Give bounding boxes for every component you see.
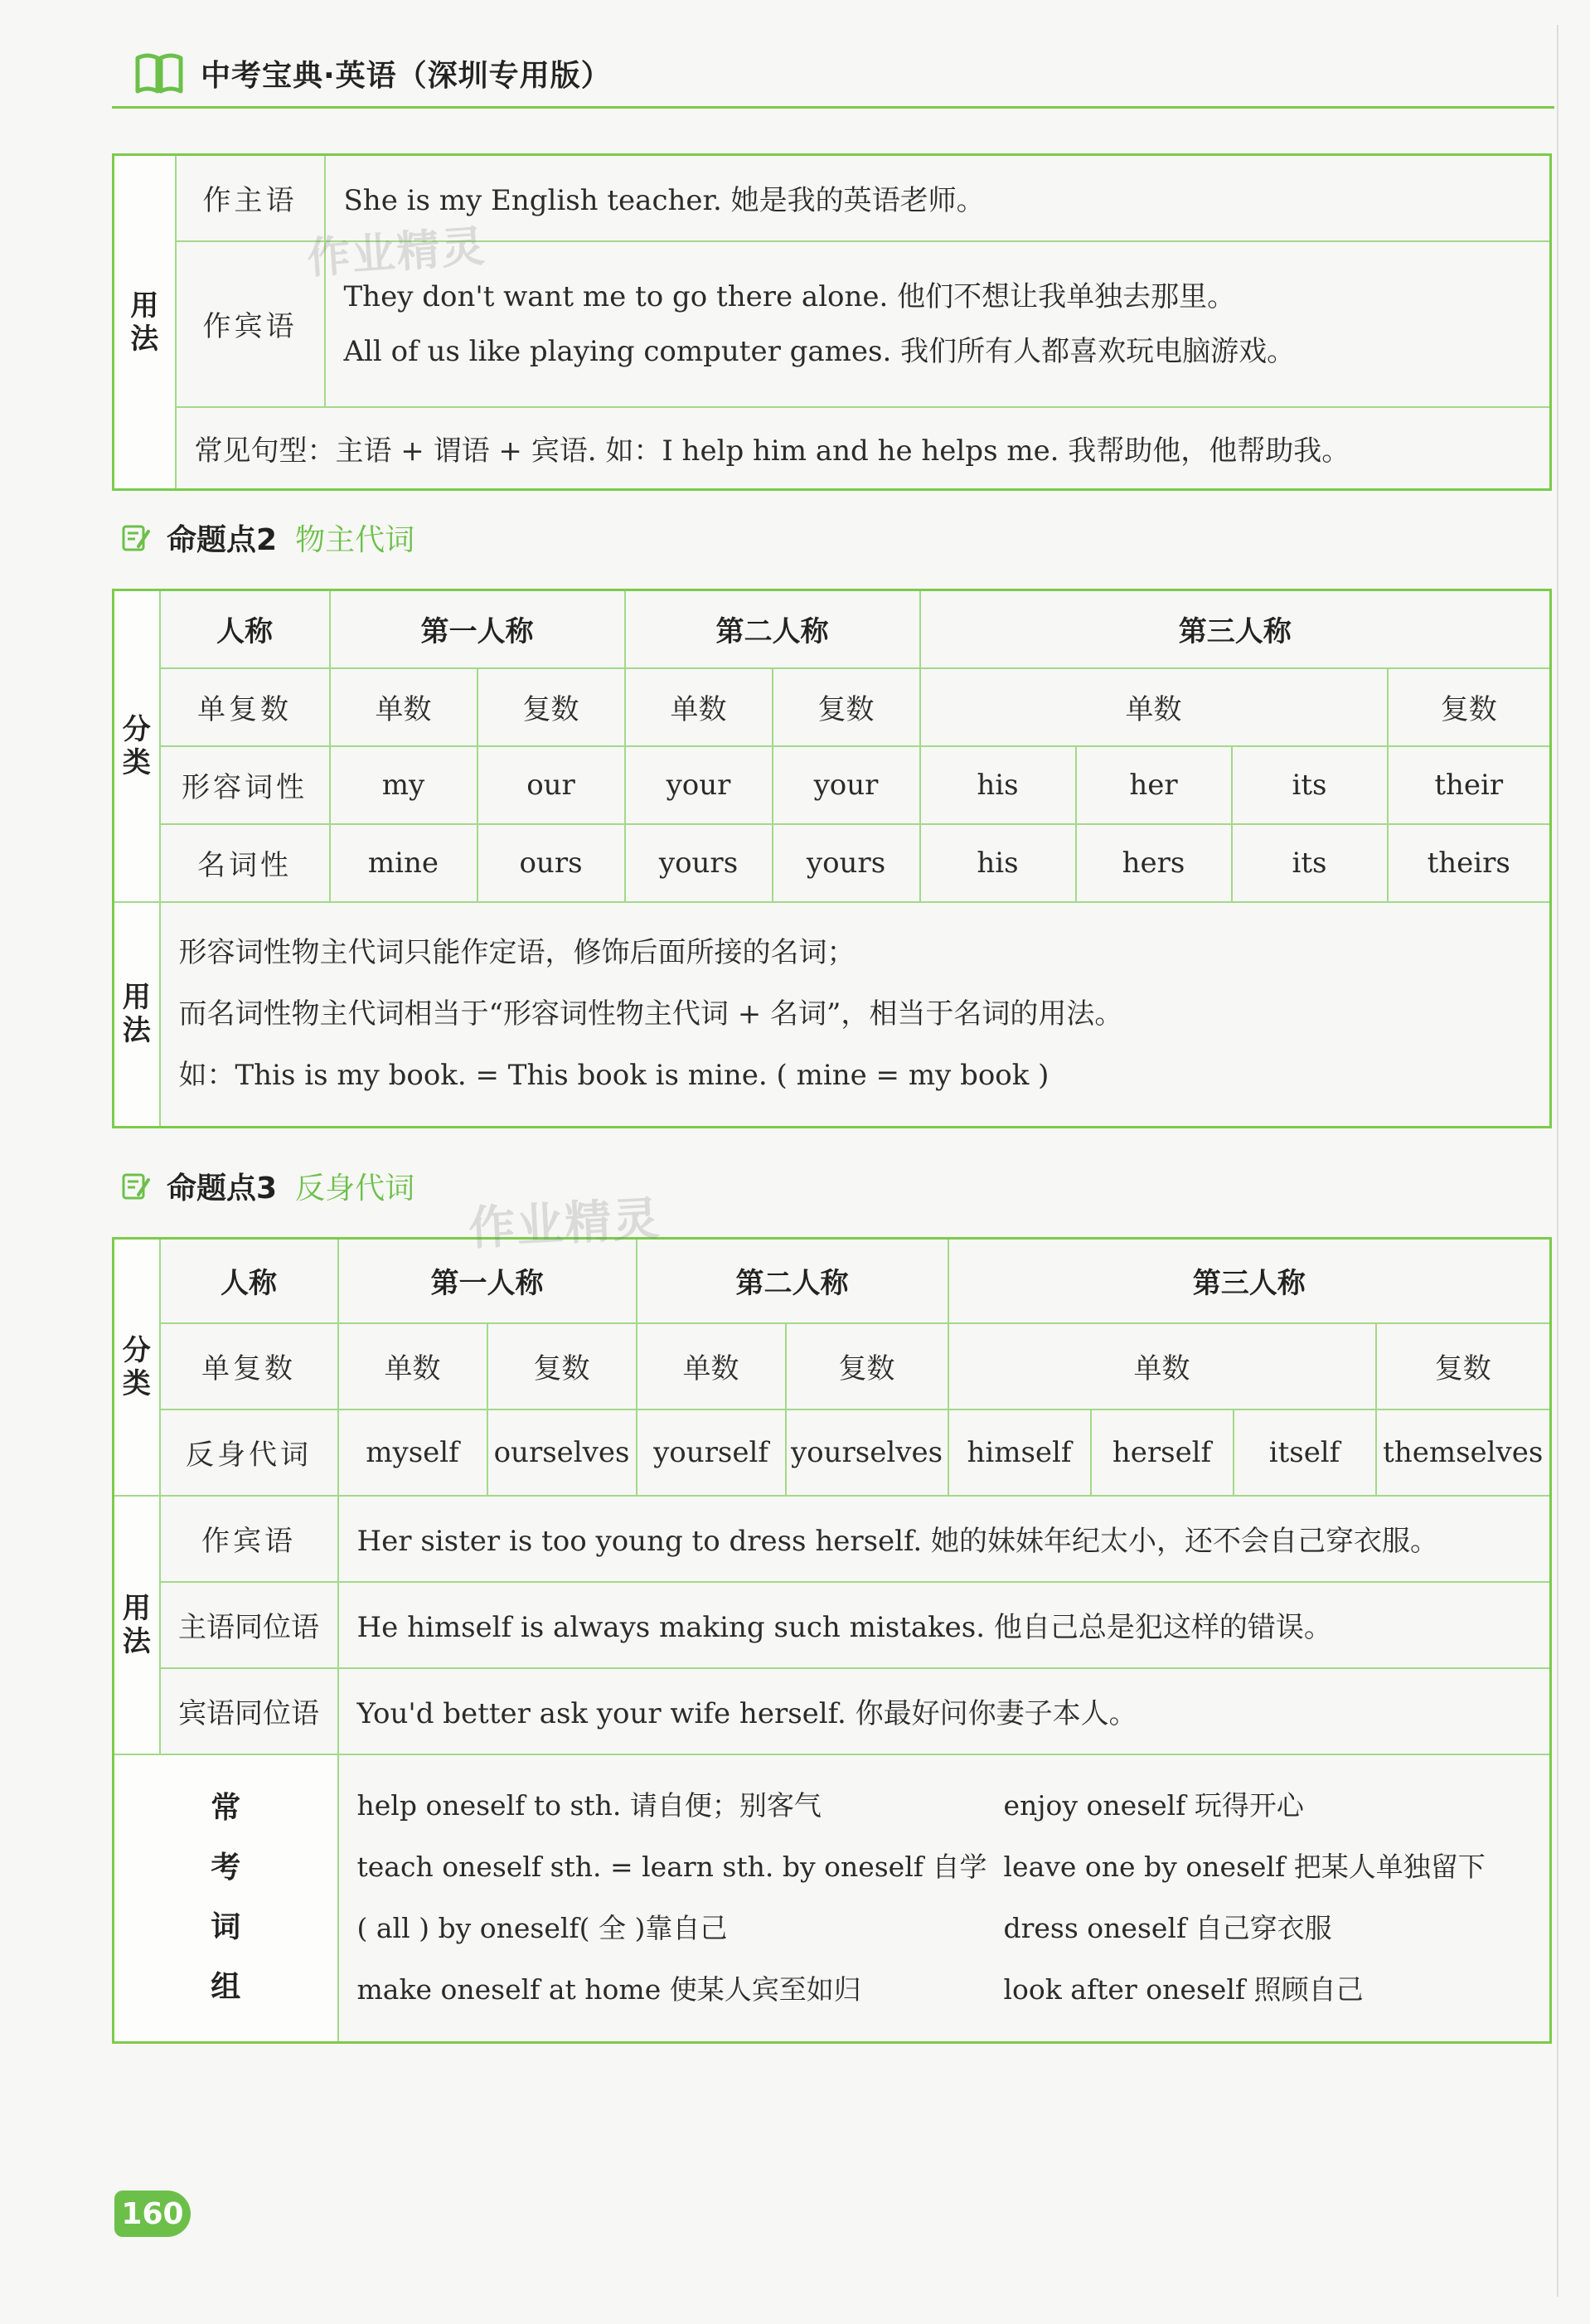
number-cell: 复数 [1388,668,1551,746]
pronoun-cell: yours [625,824,773,902]
phrase: help oneself to sth. 请自便；别客气 [356,1789,822,1822]
section-label: 命题点3 [167,1171,278,1206]
second-person-header: 第二人称 [625,590,920,668]
section-heading-2 [120,512,414,562]
reflexive-row-label: 反身代词 [160,1409,338,1496]
pronoun-cell: yours [773,824,920,902]
pronoun-cell: their [1388,746,1551,824]
pronoun-cell: ours [477,824,625,902]
common-phrases [338,1754,1551,2043]
pencil-note-icon [120,522,152,553]
phrases-left-column [357,1775,1004,2021]
usage-row-label: 宾语同位语 [160,1668,338,1754]
pronoun-cell: your [625,746,773,824]
classification-side-label: 分 类 [114,1239,160,1496]
pronoun-cell: herself [1091,1409,1234,1496]
third-person-header: 第三人称 [920,590,1551,668]
pronoun-cell: his [920,746,1076,824]
reflexive-pronoun-table [112,1237,1552,2044]
number-cell: 复数 [1376,1323,1551,1409]
number-cell: 复数 [786,1323,948,1409]
margin-rule [1557,25,1558,2297]
pronoun-cell: our [477,746,625,824]
object-examples: They don't want me to go there alone. 他们不想让我单独去那里。 All of us like playing computer games. 我们所有人都喜欢玩电脑游戏。 [325,241,1551,407]
usage-side-label: 用 法 [114,1496,160,1754]
open-book-icon [133,50,186,96]
phrase: make oneself at home 使某人宾至如归 [356,1973,861,2006]
pencil-note-icon [120,1170,152,1201]
third-person-header: 第三人称 [948,1239,1551,1323]
number-cell: 单数 [338,1323,487,1409]
first-person-header: 第一人称 [330,590,625,668]
pronoun-cell: itself [1234,1409,1376,1496]
noun-row-label: 名词性 [160,824,330,902]
page-header [133,43,612,103]
section-label: 命题点2 [167,522,278,557]
number-cell: 复数 [487,1323,637,1409]
usage-example: You'd better ask your wife herself. 你最好问你妻子本人。 [338,1668,1551,1754]
number-row-label: 单复数 [160,1323,338,1409]
pronoun-cell: ourselves [487,1409,637,1496]
watermark: 作业精灵 [305,221,488,284]
phrase: teach oneself sth. = learn sth. by oneself 自学 [356,1851,987,1884]
pronoun-cell: yourself [637,1409,786,1496]
second-person-header: 第二人称 [637,1239,948,1323]
number-row-label: 单复数 [160,668,330,746]
pronoun-cell: his [920,824,1076,902]
person-header: 人称 [160,1239,338,1323]
pronoun-cell: its [1232,746,1388,824]
number-cell: 复数 [477,668,625,746]
pronoun-cell: your [773,746,920,824]
pronoun-cell: hers [1076,824,1232,902]
phrase: dress oneself 自己穿衣服 [1003,1912,1332,1945]
section-title: 物主代词 [295,522,415,557]
possessive-pronoun-table [112,589,1552,1128]
usage-table [112,153,1552,491]
pronoun-cell: her [1076,746,1232,824]
subject-example: She is my English teacher. 她是我的英语老师。 [325,155,1551,241]
phrase: ( all ) by oneself( 全 )靠自己 [356,1912,728,1945]
common-phrases-label: 常 考 词 组 [114,1754,338,2043]
number-cell: 单数 [920,668,1388,746]
pronoun-cell: himself [948,1409,1091,1496]
usage-row-label: 作宾语 [160,1496,338,1582]
subject-label: 作主语 [176,155,325,241]
pronoun-cell: yourselves [786,1409,948,1496]
pronoun-cell: theirs [1388,824,1551,902]
classification-side-label: 分 类 [114,590,160,902]
number-cell: 单数 [637,1323,786,1409]
header-divider [112,106,1554,109]
pronoun-cell: mine [330,824,477,902]
usage-row-label: 主语同位语 [160,1582,338,1668]
usage-side-label: 用 法 [114,902,160,1128]
usage-side-label: 用 法 [114,155,176,490]
phrases-right-column [1004,1775,1486,2021]
sentence-pattern: 常见句型：主语 + 谓语 + 宾语. 如：I help him and he helps me. 我帮助他，他帮助我。 [176,407,1551,490]
section-title: 反身代词 [295,1171,415,1206]
section-heading-3 [120,1161,414,1211]
possessive-usage-notes: 形容词性物主代词只能作定语，修饰后面所接的名词； 而名词性物主代词相当于“形容词性物主代词 + 名词”，相当于名词的用法。 如：This is my book. = This book is mine. ( mine = my book ) [160,902,1551,1128]
phrase: leave one by oneself 把某人单独留下 [1003,1851,1486,1884]
pronoun-cell: themselves [1376,1409,1551,1496]
adjective-row-label: 形容词性 [160,746,330,824]
phrase: enjoy oneself 玩得开心 [1003,1789,1304,1822]
page-number: 160 [114,2191,191,2237]
phrase: look after oneself 照顾自己 [1003,1973,1364,2006]
pronoun-cell: myself [338,1409,487,1496]
object-label: 作宾语 [176,241,325,407]
watermark: 作业精灵 [467,1191,662,1257]
header-title: 中考宝典·英语（深圳专用版） [201,58,612,93]
number-cell: 复数 [773,668,920,746]
number-cell: 单数 [625,668,773,746]
usage-example: He himself is always making such mistakes. 他自己总是犯这样的错误。 [338,1582,1551,1668]
number-cell: 单数 [948,1323,1376,1409]
first-person-header: 第一人称 [338,1239,637,1323]
usage-example: Her sister is too young to dress herself. 她的妹妹年纪太小，还不会自己穿衣服。 [338,1496,1551,1582]
pronoun-cell: my [330,746,477,824]
number-cell: 单数 [330,668,477,746]
pronoun-cell: its [1232,824,1388,902]
person-header: 人称 [160,590,330,668]
